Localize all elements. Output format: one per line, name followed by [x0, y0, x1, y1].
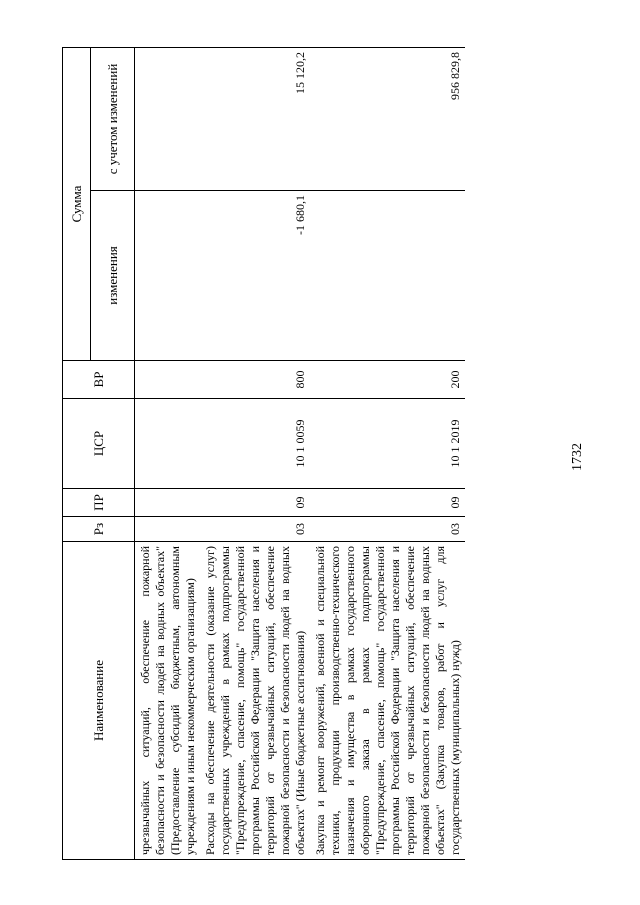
row-rz [135, 517, 201, 542]
row-rz: 03 [200, 517, 310, 542]
row-with-change [135, 48, 201, 191]
row-with-change: 956 829,8 [310, 48, 465, 191]
row-vr: 800 [200, 361, 310, 399]
row-name: Расходы на обеспечение деятельности (оказание услуг) государственных учреждений в рамках подпрограммы "Предупреждение, спасение, помощь" государственной программы Российской Федерации "Защита населения и территорий от чрезвычайных ситуаций, обеспечение пожарной безопасности и безопасности людей на водных объектах" (Иные бюджетные ассигнования) [200, 542, 310, 860]
row-pr: 09 [200, 489, 310, 517]
table-row [310, 48, 465, 860]
table-header [63, 48, 135, 860]
row-pr: 09 [310, 489, 465, 517]
header-with-change: с учетом изменений [91, 48, 135, 191]
page-number: 1732 [570, 443, 585, 471]
row-change [135, 191, 201, 361]
row-with-change: 15 120,2 [200, 48, 310, 191]
header-change: изменения [91, 191, 135, 361]
row-name: Закупка и ремонт вооружений, военной и специальной техники, продукции производственно-технического назначения и имущества в рамках государственного оборонного заказа в рамках подпрограммы "Предупреждение, спасение, помощь" государственной программы Российской Федерации "Защита населения и территорий от чрезвычайных ситуаций, обеспечение пожарной безопасности и безопасности людей на водных объектах" (Закупка товаров, работ и услуг для государственных (муниципальных) нужд) [310, 542, 465, 860]
header-pr: ПР [63, 489, 135, 517]
table-row [135, 48, 201, 860]
header-csr: ЦСР [63, 399, 135, 489]
header-sum: Сумма [63, 48, 91, 361]
row-vr [135, 361, 201, 399]
budget-table [62, 47, 465, 860]
row-csr: 10 1 0059 [200, 399, 310, 489]
row-name: чрезвычайных ситуаций, обеспечение пожарной безопасности и безопасности людей на водных объектах" (Предоставление субсидий бюджетным, автономным учреждениям и иным некоммерческим организациям) [135, 542, 201, 860]
row-pr [135, 489, 201, 517]
table-row [200, 48, 310, 860]
row-csr [135, 399, 201, 489]
row-csr: 10 1 2019 [310, 399, 465, 489]
row-rz: 03 [310, 517, 465, 542]
row-vr: 200 [310, 361, 465, 399]
row-change: -1 680,1 [200, 191, 310, 361]
row-change [310, 191, 465, 361]
header-vr: ВР [63, 361, 135, 399]
header-name: Наименование [63, 542, 135, 860]
header-rz: Рз [63, 517, 135, 542]
